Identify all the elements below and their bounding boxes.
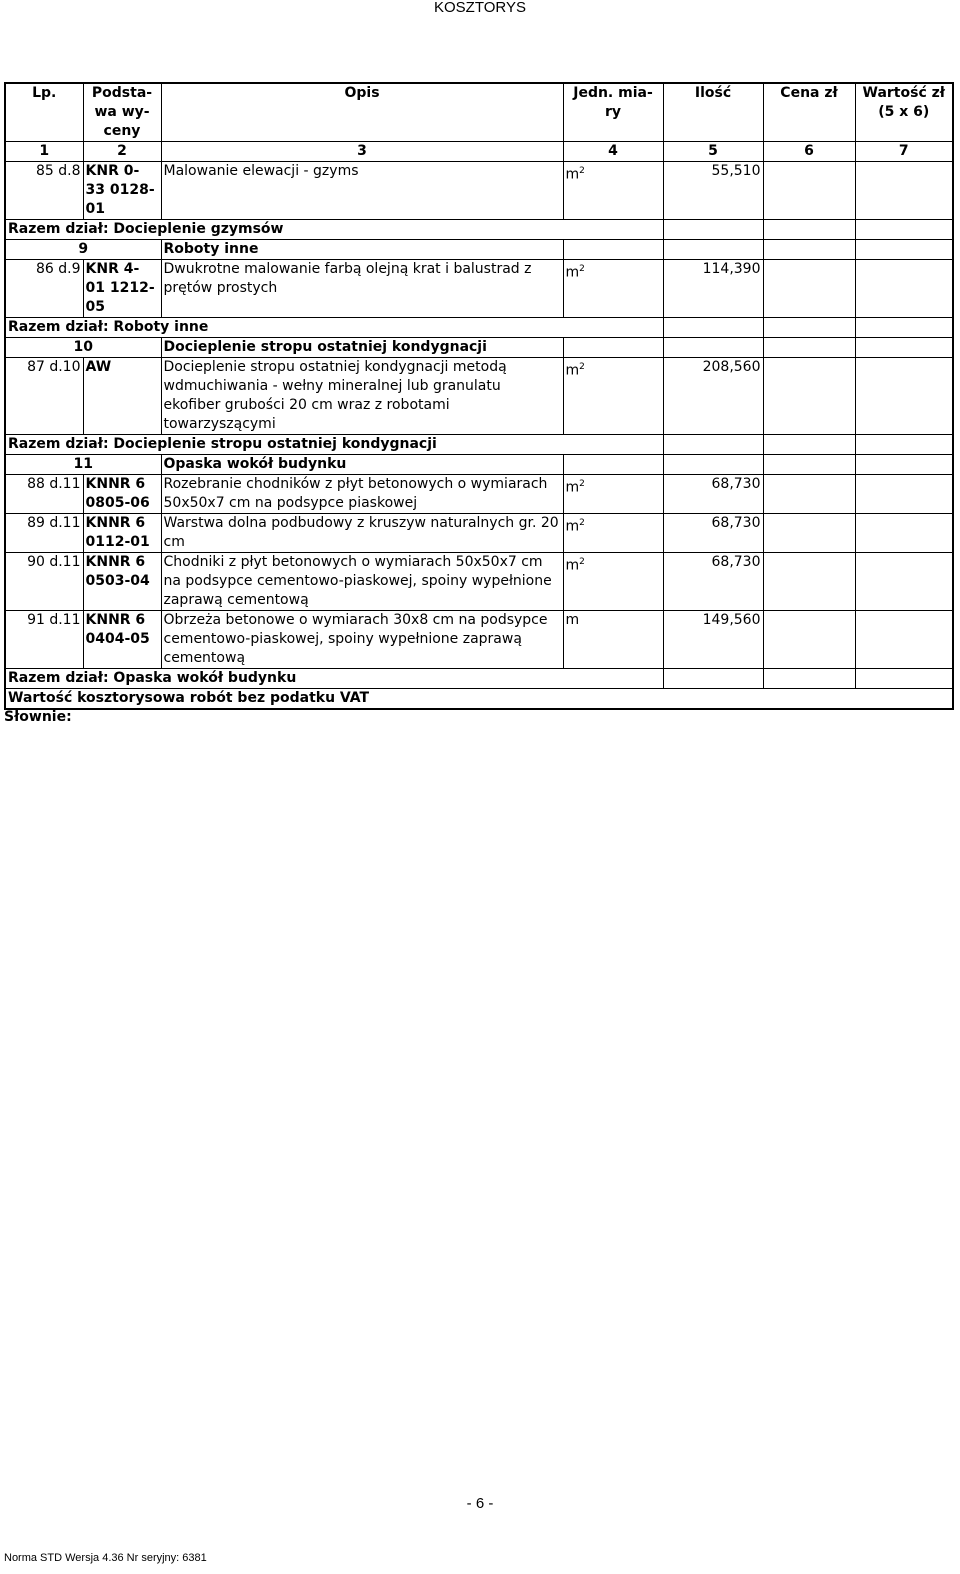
item-basis: KNNR 6 0805-06 <box>83 475 161 514</box>
column-number-row <box>5 142 953 162</box>
grand-total-label: Wartość kosztorysowa robót bez podatku VAT <box>5 689 953 710</box>
section-price <box>763 455 855 475</box>
item-quantity: 55,510 <box>663 162 763 220</box>
section-total-row <box>5 220 953 240</box>
item-price <box>763 553 855 611</box>
item-price <box>763 162 855 220</box>
item-basis: KNNR 6 0112-01 <box>83 514 161 553</box>
unit-base: m <box>565 166 580 183</box>
section-title: Opaska wokół budynku <box>161 455 563 475</box>
section-unit <box>563 240 663 260</box>
item-unit: m <box>563 611 663 669</box>
item-price <box>763 514 855 553</box>
item-basis: KNR 4-01 1212-05 <box>83 260 161 318</box>
item-quantity: 68,730 <box>663 475 763 514</box>
col-number: 6 <box>763 142 855 162</box>
item-value <box>855 358 953 435</box>
section-total-qty <box>663 220 763 240</box>
unit-base: m <box>565 264 580 281</box>
section-row <box>5 338 953 358</box>
item-lp: 87 d.10 <box>5 358 83 435</box>
section-title: Docieplenie stropu ostatniej kondygnacji <box>161 338 563 358</box>
section-total-label: Razem dział: Docieplenie stropu ostatniej kondygnacji <box>5 435 663 455</box>
table-row <box>5 358 953 435</box>
col-qty-header: Ilość <box>663 83 763 142</box>
unit-base: m <box>565 479 580 496</box>
item-basis: KNR 0-33 0128-01 <box>83 162 161 220</box>
section-value <box>855 338 953 358</box>
item-unit <box>563 162 663 220</box>
unit-base: m <box>565 518 580 535</box>
col-number: 4 <box>563 142 663 162</box>
item-description: Docieplenie stropu ostatniej kondygnacji metodą wdmuchiwania - wełny mineralnej lub granulatu ekofiber grubości 20 cm wraz z robotami towarzyszącymi <box>161 358 563 435</box>
col-number: 1 <box>5 142 83 162</box>
item-quantity: 68,730 <box>663 553 763 611</box>
unit-base: m <box>565 557 580 574</box>
item-description: Obrzeża betonowe o wymiarach 30x8 cm na podsypce cementowo-piaskowej, spoiny wypełnione zaprawą cementową <box>161 611 563 669</box>
item-unit <box>563 553 663 611</box>
item-value <box>855 260 953 318</box>
unit-base: m <box>565 362 580 379</box>
item-quantity: 149,560 <box>663 611 763 669</box>
item-basis: KNNR 6 0404-05 <box>83 611 161 669</box>
item-description: Warstwa dolna podbudowy z kruszyw naturalnych gr. 20 cm <box>161 514 563 553</box>
section-total-price <box>763 669 855 689</box>
section-total-row <box>5 435 953 455</box>
col-price-header: Cena zł <box>763 83 855 142</box>
section-price <box>763 240 855 260</box>
item-quantity: 208,560 <box>663 358 763 435</box>
section-total-qty <box>663 318 763 338</box>
section-unit <box>563 338 663 358</box>
unit-exponent: 2 <box>579 479 585 489</box>
col-number: 3 <box>161 142 563 162</box>
grand-total-row <box>5 689 953 710</box>
item-lp: 91 d.11 <box>5 611 83 669</box>
item-value <box>855 475 953 514</box>
section-total-label: Razem dział: Opaska wokół budynku <box>5 669 663 689</box>
column-header-row <box>5 83 953 142</box>
footer-software-note: Norma STD Wersja 4.36 Nr seryjny: 6381 <box>4 1552 207 1564</box>
item-lp: 88 d.11 <box>5 475 83 514</box>
col-number: 7 <box>855 142 953 162</box>
item-unit <box>563 358 663 435</box>
item-lp: 90 d.11 <box>5 553 83 611</box>
item-quantity: 114,390 <box>663 260 763 318</box>
amount-in-words-label: Słownie: <box>4 709 72 725</box>
col-basis-header: Podsta-wa wy-ceny <box>83 83 161 142</box>
section-number: 9 <box>5 240 161 260</box>
section-title: Roboty inne <box>161 240 563 260</box>
section-total-price <box>763 220 855 240</box>
item-lp: 85 d.8 <box>5 162 83 220</box>
section-row <box>5 240 953 260</box>
item-lp: 89 d.11 <box>5 514 83 553</box>
section-total-value <box>855 669 953 689</box>
col-number: 5 <box>663 142 763 162</box>
section-total-row <box>5 318 953 338</box>
section-price <box>763 338 855 358</box>
item-value <box>855 162 953 220</box>
col-desc-header: Opis <box>161 83 563 142</box>
section-total-qty <box>663 669 763 689</box>
item-price <box>763 260 855 318</box>
section-qty <box>663 455 763 475</box>
section-total-label: Razem dział: Roboty inne <box>5 318 663 338</box>
table-row <box>5 260 953 318</box>
section-total-qty <box>663 435 763 455</box>
section-total-price <box>763 435 855 455</box>
document-title: KOSZTORYS <box>434 0 526 16</box>
col-number: 2 <box>83 142 161 162</box>
section-row <box>5 455 953 475</box>
item-value <box>855 611 953 669</box>
item-unit <box>563 475 663 514</box>
item-description: Rozebranie chodników z płyt betonowych o wymiarach 50x50x7 cm na podsypce piaskowej <box>161 475 563 514</box>
unit-exponent: 2 <box>579 518 585 528</box>
item-value <box>855 514 953 553</box>
col-lp-header: Lp. <box>5 83 83 142</box>
table-body <box>5 162 953 710</box>
section-value <box>855 455 953 475</box>
section-qty <box>663 240 763 260</box>
item-unit <box>563 260 663 318</box>
item-price <box>763 611 855 669</box>
item-description: Malowanie elewacji - gzyms <box>161 162 563 220</box>
item-value <box>855 553 953 611</box>
page-number: - 6 - <box>466 1495 494 1512</box>
section-total-value <box>855 318 953 338</box>
section-qty <box>663 338 763 358</box>
section-total-label: Razem dział: Docieplenie gzymsów <box>5 220 663 240</box>
section-number: 11 <box>5 455 161 475</box>
col-value-header: Wartość zł (5 x 6) <box>855 83 953 142</box>
item-quantity: 68,730 <box>663 514 763 553</box>
item-price <box>763 475 855 514</box>
item-lp: 86 d.9 <box>5 260 83 318</box>
estimate-table <box>4 82 954 710</box>
table-row <box>5 162 953 220</box>
table-row <box>5 475 953 514</box>
table-row <box>5 553 953 611</box>
unit-exponent: 2 <box>579 362 585 372</box>
section-total-price <box>763 318 855 338</box>
unit-exponent: 2 <box>579 557 585 567</box>
section-total-row <box>5 669 953 689</box>
col-unit-header: Jedn. mia-ry <box>563 83 663 142</box>
section-number: 10 <box>5 338 161 358</box>
section-total-value <box>855 435 953 455</box>
unit-exponent: 2 <box>579 264 585 274</box>
item-price <box>763 358 855 435</box>
section-unit <box>563 455 663 475</box>
section-value <box>855 240 953 260</box>
item-description: Chodniki z płyt betonowych o wymiarach 50x50x7 cm na podsypce cementowo-piaskowej, spoiny wypełnione zaprawą cementową <box>161 553 563 611</box>
item-basis: KNNR 6 0503-04 <box>83 553 161 611</box>
table-row <box>5 611 953 669</box>
item-unit <box>563 514 663 553</box>
section-total-value <box>855 220 953 240</box>
item-basis: AW <box>83 358 161 435</box>
table-row <box>5 514 953 553</box>
item-description: Dwukrotne malowanie farbą olejną krat i balustrad z prętów prostych <box>161 260 563 318</box>
unit-exponent: 2 <box>579 166 585 176</box>
